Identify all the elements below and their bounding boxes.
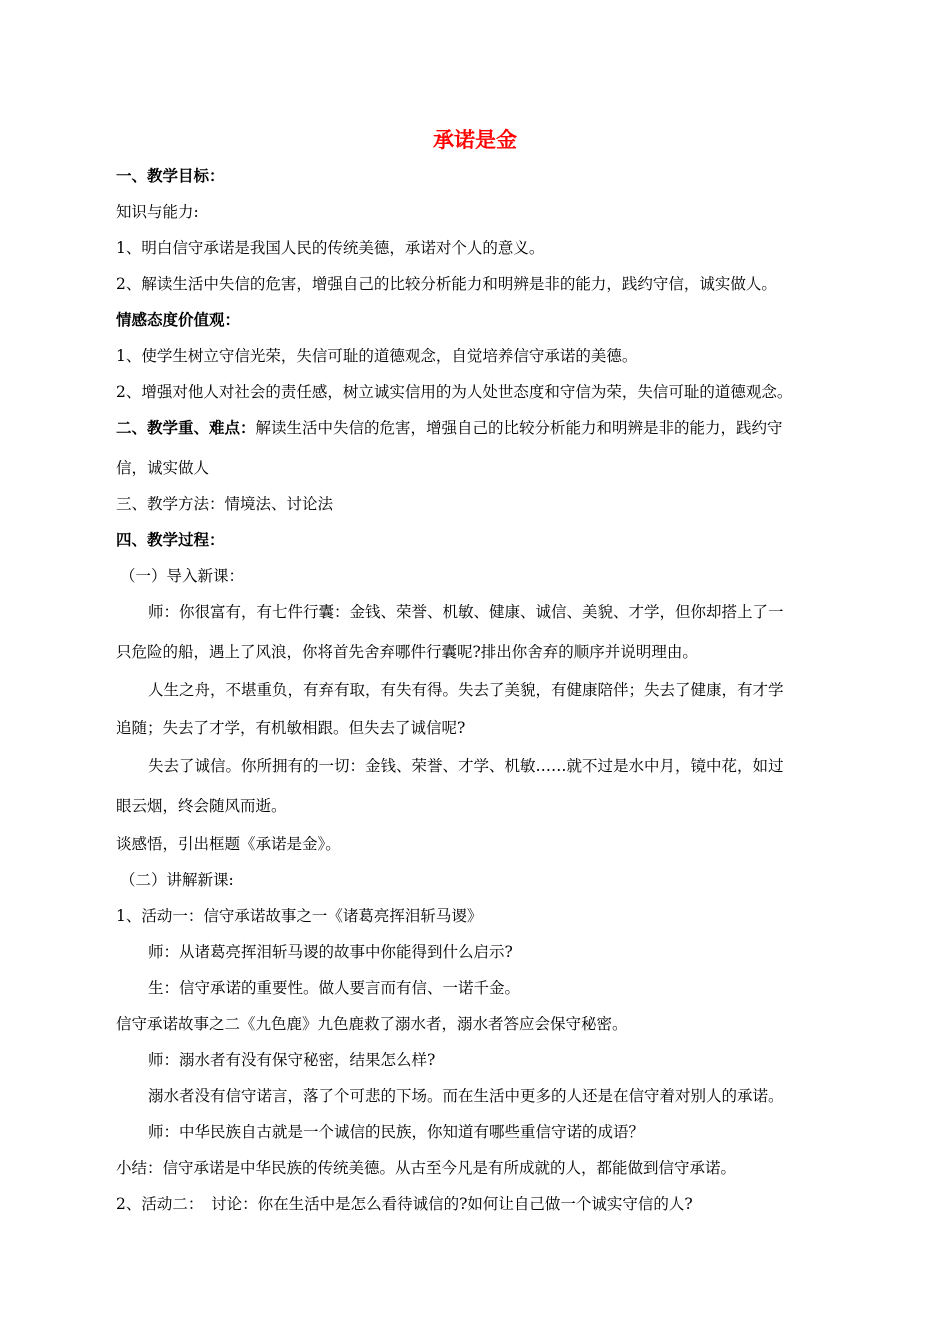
paragraph: 追随；失去了才学，有机敏相跟。但失去了诚信呢?: [116, 719, 466, 737]
paragraph: 师：从诸葛亮挥泪斩马谡的故事中你能得到什么启示?: [148, 943, 513, 961]
subheading-knowledge: 知识与能力:: [116, 203, 199, 221]
paragraph: 1、活动一：信守承诺故事之一《诸葛亮挥泪斩马谡》: [116, 907, 483, 925]
paragraph-summary: 小结：信守承诺是中华民族的传统美德。从古至今凡是有所成就的人，都能做到信守承诺。: [116, 1159, 737, 1177]
paragraph: 2、解读生活中失信的危害，增强自己的比较分析能力和明辨是非的能力，践约守信，诚实做人。: [116, 275, 777, 293]
section-heading-key-points: 二、教学重、难点：: [116, 419, 256, 437]
paragraph: 眼云烟，终会随风而逝。: [116, 797, 287, 815]
key-points-text: 解读生活中失信的危害，增强自己的比较分析能力和明辨是非的能力，践约守: [255, 419, 783, 437]
subheading-new-lesson: （二）讲解新课:: [120, 871, 234, 889]
subheading-intro: （一）导入新课：: [120, 567, 245, 585]
paragraph: 信守承诺故事之二《九色鹿》九色鹿救了溺水者，溺水者答应会保守秘密。: [116, 1015, 628, 1033]
subheading-attitude: 情感态度价值观：: [116, 311, 241, 329]
paragraph: 2、增强对他人对社会的责任感，树立诚实信用的为人处世态度和守信为荣，失信可耻的道德观念。: [116, 383, 793, 401]
paragraph: 只危险的船，遇上了风浪，你将首先舍弃哪件行囊呢?排出你舍弃的顺序并说明理由。: [116, 643, 698, 661]
section-heading-process: 四、教学过程：: [116, 531, 225, 549]
paragraph: 1、明白信守承诺是我国人民的传统美德，承诺对个人的意义。: [116, 239, 545, 257]
paragraph: 人生之舟，不堪重负，有弃有取，有失有得。失去了美貌，有健康陪伴；失去了健康，有才学: [148, 681, 784, 699]
paragraph: 2、活动二： 讨论：你在生活中是怎么看待诚信的?如何让自己做一个诚实守信的人?: [116, 1195, 693, 1213]
paragraph: 师：溺水者有没有保守秘密，结果怎么样?: [148, 1051, 436, 1069]
paragraph-key-points: [116, 418, 783, 438]
paragraph: 信，诚实做人: [116, 459, 210, 477]
paragraph: 师：你很富有，有七件行囊：金钱、荣誉、机敏、健康、诚信、美貌、才学，但你却搭上了一: [148, 603, 784, 621]
paragraph: 1、使学生树立守信光荣，失信可耻的道德观念，自觉培养信守承诺的美德。: [116, 347, 638, 365]
paragraph: 溺水者没有信守诺言，落了个可悲的下场。而在生活中更多的人还是在信守着对别人的承诺。: [148, 1087, 784, 1105]
paragraph: 生：信守承诺的重要性。做人要言而有信、一诺千金。: [148, 979, 521, 997]
section-heading-methods: 三、教学方法：情境法、讨论法: [116, 495, 334, 513]
section-heading-objectives: 一、教学目标：: [116, 167, 225, 185]
paragraph: 谈感悟，引出框题《承诺是金》。: [116, 835, 341, 853]
page-title: 承诺是金: [433, 128, 517, 152]
paragraph: 师：中华民族自古就是一个诚信的民族，你知道有哪些重信守诺的成语？: [148, 1123, 645, 1141]
paragraph: 失去了诚信。你所拥有的一切：金钱、荣誉、才学、机敏……就不过是水中月，镜中花，如过: [148, 757, 784, 775]
